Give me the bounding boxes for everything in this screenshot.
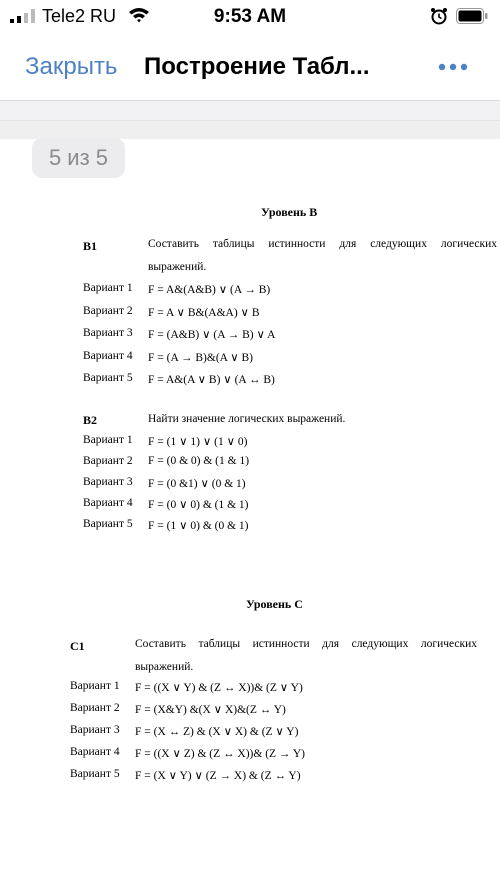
c1-variant-4-expr: F = ((X ∨ Z) & (Z ↔ X))& (Z → Y) bbox=[135, 748, 306, 760]
task-c1-text bbox=[135, 633, 477, 679]
b1-variant-2-label: Вариант 2 bbox=[83, 305, 133, 317]
task-b1-label: B1 bbox=[83, 239, 98, 253]
b2-variant-5-expr: F = (1 ∨ 0) & (0 & 1) bbox=[148, 520, 249, 532]
b1-variant-3-label: Вариант 3 bbox=[83, 327, 133, 339]
b2-variant-5-label: Вариант 5 bbox=[83, 518, 133, 530]
b2-variant-2-expr: F = (0 & 0) & (1 & 1) bbox=[148, 455, 250, 467]
b1-variant-3-expr: F = (A&B) ∨ (A → B) ∨ A bbox=[148, 329, 276, 341]
c1-variant-4-label: Вариант 4 bbox=[70, 746, 120, 758]
level-b-heading: Уровень B bbox=[261, 205, 318, 219]
task-b2-label: B2 bbox=[83, 413, 98, 427]
close-button[interactable]: Закрыть bbox=[25, 53, 118, 80]
task-b2-text: Найти значение логических выражений. bbox=[148, 413, 346, 425]
b2-variant-1-label: Вариант 1 bbox=[83, 434, 133, 446]
status-bar bbox=[0, 0, 500, 34]
page-indicator: 5 из 5 bbox=[32, 138, 125, 178]
carrier-name: Tele2 RU bbox=[42, 6, 117, 26]
task-b1-line1: Составить таблицы истинности для следующих логических bbox=[148, 238, 497, 250]
b1-variant-1-expr: F = A&(A&B) ∨ (A → B) bbox=[148, 284, 271, 296]
c1-variant-3-label: Вариант 3 bbox=[70, 724, 120, 736]
c1-variant-1-label: Вариант 1 bbox=[70, 680, 120, 692]
b2-variant-3-label: Вариант 3 bbox=[83, 476, 133, 488]
more-options-icon[interactable] bbox=[438, 63, 468, 71]
b2-variant-2-label: Вариант 2 bbox=[83, 455, 133, 467]
b1-variant-4-label: Вариант 4 bbox=[83, 350, 133, 362]
task-c1-line2: выражений. bbox=[135, 661, 194, 673]
clock: 9:53 AM bbox=[213, 6, 287, 27]
c1-variant-5-expr: F = (X ∨ Y) ∨ (Z → X) & (Z ↔ Y) bbox=[135, 770, 301, 782]
task-b1-text bbox=[148, 233, 497, 279]
c1-variant-3-expr: F = (X ↔ Z) & (X ∨ X) & (Z ∨ Y) bbox=[135, 726, 299, 738]
level-c-heading: Уровень C bbox=[246, 597, 303, 611]
page-title: Построение Табл... bbox=[144, 53, 370, 80]
b1-variant-2-expr: F = A ∨ B&(A&A) ∨ B bbox=[148, 307, 260, 319]
c1-variant-2-label: Вариант 2 bbox=[70, 702, 120, 714]
b2-variant-1-expr: F = (1 ∨ 1) ∨ (1 ∨ 0) bbox=[148, 436, 248, 448]
page-top-band bbox=[0, 121, 500, 139]
b2-variant-4-expr: F = (0 ∨ 0) & (1 & 1) bbox=[148, 499, 249, 511]
b2-variant-3-expr: F = (0 &1) ∨ (0 & 1) bbox=[148, 478, 246, 490]
c1-variant-5-label: Вариант 5 bbox=[70, 768, 120, 780]
alarm-clock-icon bbox=[430, 7, 448, 25]
b1-variant-4-expr: F = (A → B)&(A ∨ B) bbox=[148, 352, 253, 364]
document-page[interactable] bbox=[0, 120, 500, 888]
task-c1-label: C1 bbox=[70, 639, 85, 653]
battery-icon bbox=[456, 8, 488, 24]
b2-variant-4-label: Вариант 4 bbox=[83, 497, 133, 509]
b1-variant-5-expr: F = A&(A ∨ B) ∨ (A ↔ B) bbox=[148, 374, 275, 386]
task-b1-line2: выражений. bbox=[148, 261, 207, 273]
task-c1-line1: Составить таблицы истинности для следующих логических bbox=[135, 638, 477, 650]
c1-variant-2-expr: F = (X&Y) &(X ∨ X)&(Z ↔ Y) bbox=[135, 704, 286, 716]
b1-variant-5-label: Вариант 5 bbox=[83, 372, 133, 384]
c1-variant-1-expr: F = ((X ∨ Y) & (Z ↔ X))& (Z ∨ Y) bbox=[135, 682, 303, 694]
b1-variant-1-label: Вариант 1 bbox=[83, 282, 133, 294]
navigation-bar bbox=[0, 34, 500, 101]
